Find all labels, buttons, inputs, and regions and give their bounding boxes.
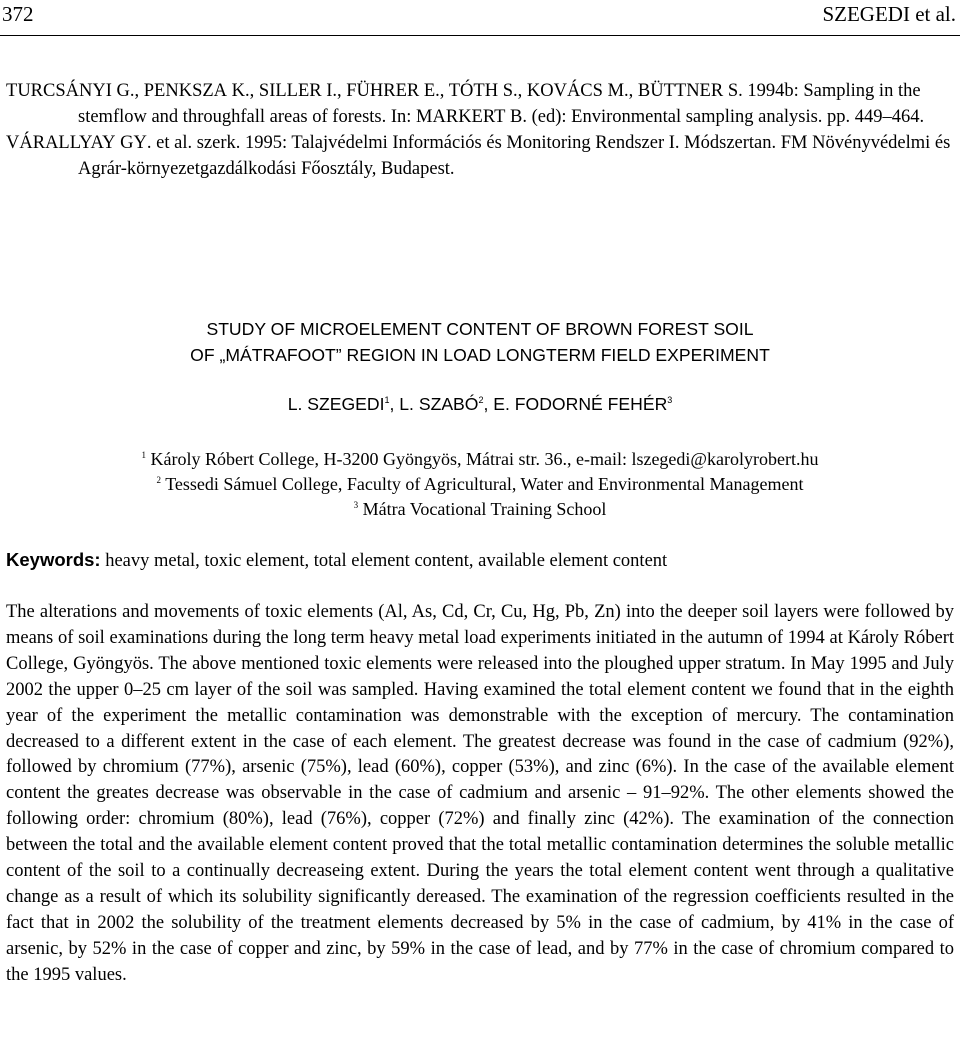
- running-head-name: ZEGEDI: [834, 2, 910, 26]
- ref-text: M., B: [602, 81, 651, 101]
- ref-author: URCSÁNYI: [17, 81, 112, 101]
- keywords-line: [6, 549, 954, 572]
- affiliation-line: [0, 447, 960, 472]
- running-head-initial: S: [822, 2, 835, 26]
- affiliation-number: 2: [156, 475, 161, 485]
- author-name: L. SZEGEDI: [287, 394, 385, 414]
- affiliation-line: [0, 472, 960, 497]
- affiliation-text: Károly Róbert College, H-3200 Gyöngyös, Mátrai str. 36., e-mail: lszegedi@karolyrobert.hu: [150, 449, 819, 469]
- author-name: , L. SZABÓ: [389, 394, 479, 414]
- page-header: [0, 0, 960, 38]
- author-affiliation-mark: 2: [478, 395, 484, 406]
- ref-text: G: [115, 133, 134, 153]
- ref-author: OVÁCS: [540, 81, 603, 101]
- author-affiliation-mark: 1: [384, 395, 390, 406]
- keywords-text: heavy metal, toxic element, total element content, available element content: [100, 551, 668, 571]
- affiliation-number: 3: [353, 500, 359, 510]
- keywords-label: Keywords:: [6, 549, 101, 570]
- ref-author: ÜHRER: [356, 81, 420, 101]
- ref-text: G., P: [111, 81, 155, 101]
- ref-author: ARKERT: [432, 107, 506, 127]
- ref-text: S. 1994b: Sampling in the stemflow and throughfall areas of forests. In: M: [78, 81, 921, 127]
- affiliation-line: [0, 497, 960, 522]
- author-affiliation-mark: 3: [667, 395, 673, 406]
- affiliation-text: Tessedi Sámuel College, Faculty of Agricultural, Water and Environmental Management: [165, 474, 804, 494]
- ref-text: B. (ed): Environmental sampling analysis. pp. 449–464.: [505, 107, 925, 127]
- ref-text: I., F: [321, 81, 357, 101]
- reference-list: [6, 78, 954, 182]
- ref-author: ÓTH: [460, 81, 499, 101]
- reference-item: [6, 130, 954, 182]
- affiliation-text: Mátra Vocational Training School: [362, 499, 607, 519]
- ref-text: V: [6, 133, 20, 153]
- ref-author: Y: [133, 133, 147, 153]
- affiliation-number: 1: [141, 450, 147, 460]
- ref-author: ÁRALLYAY: [19, 133, 116, 153]
- page-number: 372: [2, 2, 34, 26]
- ref-author: ILLER: [269, 81, 322, 101]
- header-rule: [0, 35, 960, 36]
- ref-author: ÜTTNER: [650, 81, 724, 101]
- ref-text: S., K: [498, 81, 541, 101]
- title-line: OF „MÁTRAFOOT” REGION IN LOAD LONGTERM FIELD EXPERIMENT: [190, 345, 770, 365]
- affiliations: [0, 447, 960, 522]
- author-line: [0, 394, 960, 415]
- abstract-text: The alterations and movements of toxic elements (Al, As, Cd, Cr, Cu, Hg, Pb, Zn) into the deeper soil layers were followed by means of soil examinations during the long term heavy metal load experiments initiated in the autumn of 1994 at Károly Róbert College, Gyöngyös. The above mentioned toxic elements were released into the ploughed upper stratum. In May 1995 and July 2002 the upper 0–25 cm layer of the soil was sampled. Having examined the total element content we found that in the eighth year of the experiment the metallic contamination was demonstrable with the exception of mercury. The contamination decreased to a different extent in the case of each element. The greatest decrease was found in the case of cadmium (92%), followed by chromium (77%), arsenic (75%), lead (60%), copper (53%), and zinc (6%). In the case of the available element content the greates decrease was observable in the case of cadmium and arsenic – 91–92%. The other elements showed the following order: chromium (80%), lead (76%), copper (72%) and finally zinc (42%). The examination of the connection between the total and the available element content proved that the total metallic contamination determines the soluble metallic content of the soil to a continually decreaseing extent. During the years the total element content went through a qualitative change as a result of which its solubility significantly dereased. The examination of the regression coefficients resulted in the fact that in 2002 the solubility of the treatment elements decreased by 5% in the case of cadmium, by 41% in the case of arsenic, by 52% in the case of copper and zinc, by 59% in the case of lead, and by 77% in the case of chromium compared to the 1995 values.: [6, 602, 954, 985]
- ref-text: E., T: [419, 81, 461, 101]
- running-head: [822, 2, 956, 27]
- ref-author: ENKSZA: [154, 81, 228, 101]
- ref-text: . et al. szerk. 1995: Talajvédelmi Információs és Monitoring Rendszer I. Módszertan. FM Növényvédelmi és Agrár-környezetgazdálkodási Főosztály, Budapest.: [78, 133, 951, 179]
- reference-item: [6, 78, 954, 130]
- running-head-suffix: et al.: [909, 2, 956, 26]
- author-name: , E. FODORNÉ FEHÉR: [483, 394, 668, 414]
- ref-text: T: [6, 81, 18, 101]
- ref-text: K., S: [227, 81, 270, 101]
- article-title: [0, 316, 960, 368]
- title-line: STUDY OF MICROELEMENT CONTENT OF BROWN FOREST SOIL: [206, 319, 754, 339]
